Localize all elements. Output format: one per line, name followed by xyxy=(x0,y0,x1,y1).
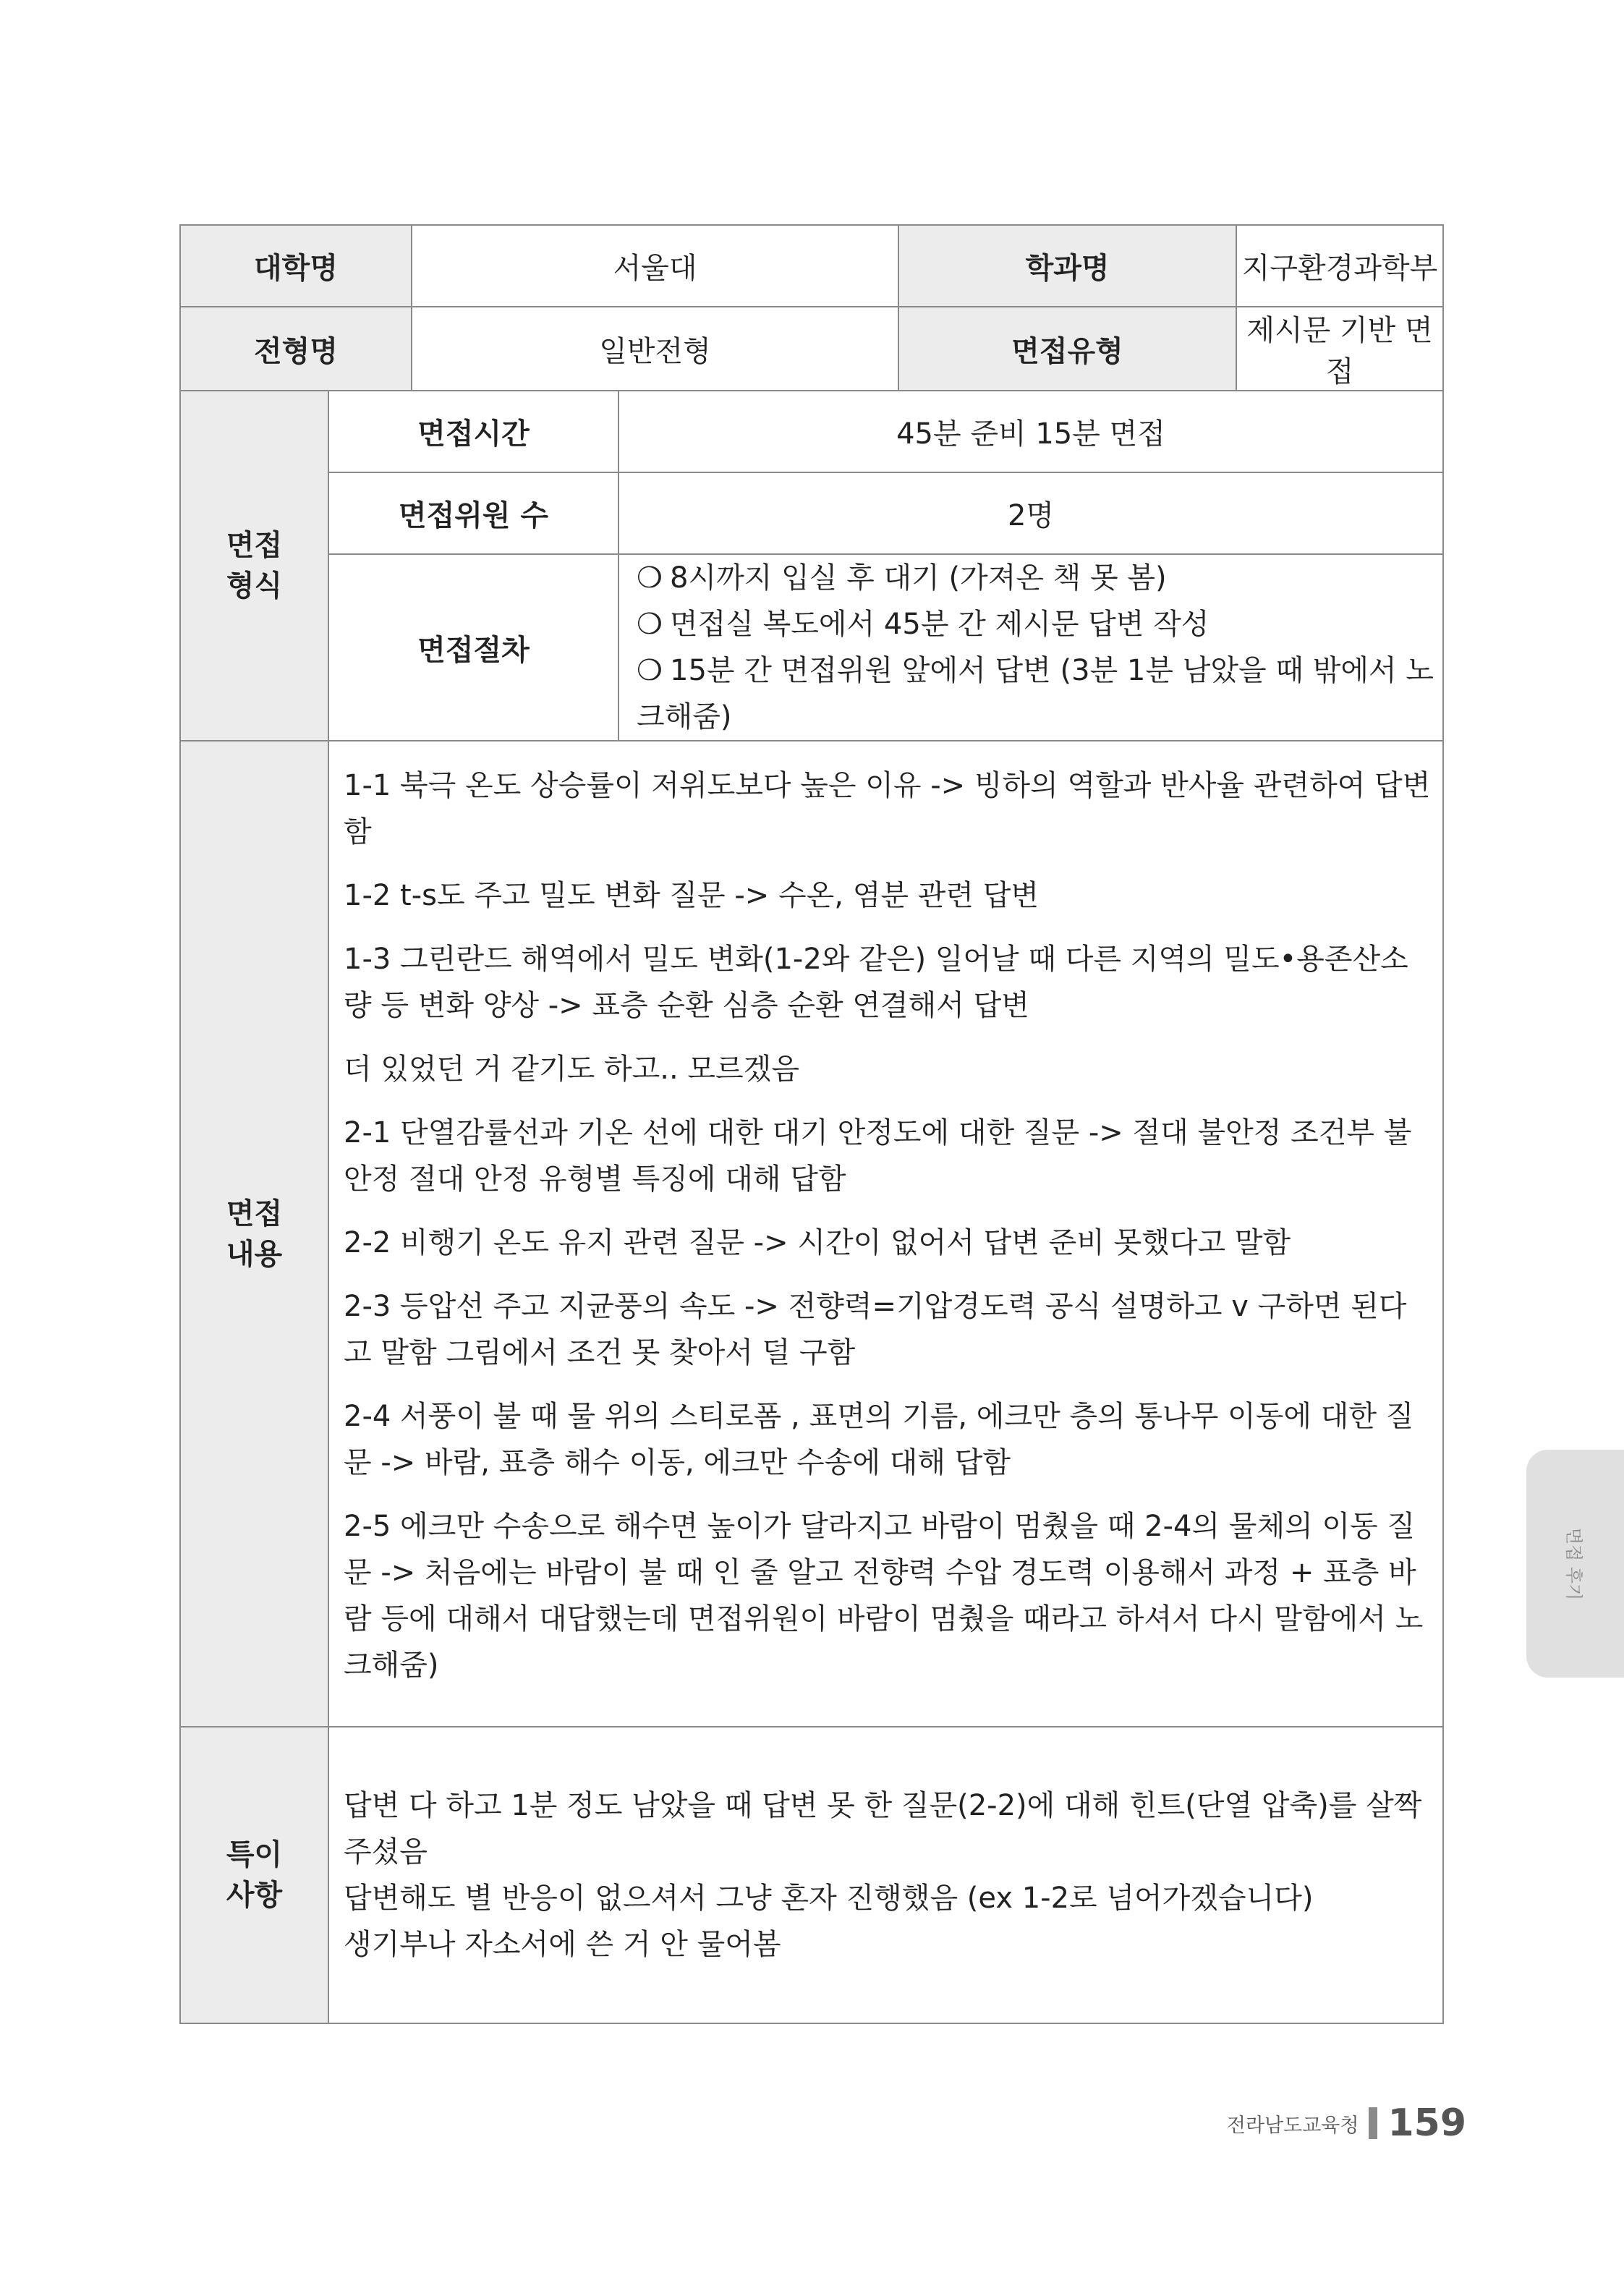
page-footer xyxy=(1227,2101,1466,2145)
panel-value: 2명 xyxy=(618,472,1443,554)
side-tab-label: 면접 후기 xyxy=(1563,1527,1583,1600)
notes-label xyxy=(180,1727,328,2023)
footer-divider xyxy=(1369,2107,1377,2139)
procedure-item xyxy=(619,601,1442,647)
department-label: 학과명 xyxy=(898,225,1236,307)
format-label-line2: 형식 xyxy=(226,569,283,603)
footer-organization: 전라남도교육청 xyxy=(1226,2114,1359,2137)
notes-body xyxy=(328,1727,1443,2023)
content-paragraph: 2-4 서풍이 불 때 물 위의 스티로폼 , 표면의 기름, 에크만 층의 통나무 이동에 대한 질문 -> 바람, 표층 해수 이동, 에크만 수송에 대해 답함 xyxy=(344,1399,1414,1479)
interview-type-value: 제시문 기반 면접 xyxy=(1236,307,1443,391)
procedure-item xyxy=(619,647,1442,740)
content-paragraph: 2-3 등압선 주고 지균풍의 속도 -> 전향력=기압경도력 공식 설명하고 v 구하면 된다고 말함 그림에서 조건 못 찾아서 덜 구함 xyxy=(344,1289,1407,1369)
row-special-notes xyxy=(180,1727,1443,2023)
circle-bullet-icon: ❍ xyxy=(637,561,663,595)
row-admission xyxy=(180,307,1443,391)
format-label-line1: 면접 xyxy=(226,529,283,562)
section-side-tab xyxy=(1526,1450,1624,1678)
procedure-item-text: 면접실 복도에서 45분 간 제시문 답변 작성 xyxy=(670,608,1210,641)
university-value: 서울대 xyxy=(412,225,898,307)
interview-type-label: 면접유형 xyxy=(898,307,1236,391)
content-label-line1: 면접 xyxy=(226,1197,283,1231)
notes-paragraph: 생기부나 자소서에 쓴 거 안 물어봄 xyxy=(344,1928,781,1961)
circle-bullet-icon: ❍ xyxy=(637,654,663,687)
notes-label-line2: 사항 xyxy=(226,1879,283,1912)
content-body xyxy=(328,741,1443,1727)
content-paragraph: 2-2 비행기 온도 유지 관련 질문 -> 시간이 없어서 답변 준비 못했다고 말함 xyxy=(344,1225,1291,1259)
time-label: 면접시간 xyxy=(328,391,618,472)
admission-label: 전형명 xyxy=(180,307,412,391)
row-interview-content xyxy=(180,741,1443,1727)
row-interview-time xyxy=(180,391,1443,472)
content-label-line2: 내용 xyxy=(226,1237,283,1271)
circle-bullet-icon: ❍ xyxy=(637,608,663,641)
notes-label-line1: 특이 xyxy=(226,1838,283,1871)
time-value: 45분 준비 15분 면접 xyxy=(618,391,1443,472)
panel-label: 면접위원 수 xyxy=(328,472,618,554)
content-paragraph: 1-1 북극 온도 상승률이 저위도보다 높은 이유 -> 빙하의 역할과 반사율 관련하여 답변함 xyxy=(344,768,1431,849)
format-label xyxy=(180,391,328,741)
notes-paragraph: 답변 다 하고 1분 정도 남았을 때 답변 못 한 질문(2-2)에 대해 힌트(단열 압축)를 살짝 주셨음 xyxy=(344,1789,1422,1869)
procedure-list xyxy=(618,554,1443,741)
content-paragraph: 1-2 t-s도 주고 밀도 변화 질문 -> 수온, 염분 관련 답변 xyxy=(344,878,1039,912)
page-number: 159 xyxy=(1387,2101,1466,2145)
procedure-item-text: 8시까지 입실 후 대기 (가져온 책 못 봄) xyxy=(670,561,1167,595)
content-paragraph: 더 있었던 거 같기도 하고.. 모르겠음 xyxy=(344,1052,799,1086)
procedure-item xyxy=(619,555,1442,601)
row-university xyxy=(180,225,1443,307)
department-value: 지구환경과학부 xyxy=(1236,225,1443,307)
row-panel-count xyxy=(180,472,1443,554)
interview-review-table xyxy=(179,224,1444,2024)
notes-paragraph: 답변해도 별 반응이 없으셔서 그냥 혼자 진행했음 (ex 1-2로 넘어가겠습니다) xyxy=(344,1882,1314,1915)
content-label xyxy=(180,741,328,1727)
content-paragraph: 2-5 에크만 수송으로 해수면 높이가 달라지고 바람이 멈췄을 때 2-4의 물체의 이동 질문 -> 처음에는 바람이 불 때 인 줄 알고 전향력 수압 경도력 이용해서 과정 + 표층 바람 등에 대해서 대답했는데 면접위원이 바람이 멈췄을 때라고 하셔서 다시 말함에서 노크해줌) xyxy=(344,1509,1424,1682)
procedure-label: 면접절차 xyxy=(328,554,618,741)
procedure-item-text: 15분 간 면접위원 앞에서 답변 (3분 1분 남았을 때 밖에서 노크해줌) xyxy=(637,654,1434,734)
content-paragraph: 1-3 그린란드 해역에서 밀도 변화(1-2와 같은) 일어날 때 다른 지역의 밀도•용존산소량 등 변화 양상 -> 표층 순환 심층 순환 연결해서 답변 xyxy=(344,942,1408,1022)
university-label: 대학명 xyxy=(180,225,412,307)
admission-value: 일반전형 xyxy=(412,307,898,391)
row-procedure xyxy=(180,554,1443,741)
content-paragraph: 2-1 단열감률선과 기온 선에 대한 대기 안정도에 대한 질문 -> 절대 불안정 조건부 불안정 절대 안정 유형별 특징에 대해 답함 xyxy=(344,1115,1412,1196)
